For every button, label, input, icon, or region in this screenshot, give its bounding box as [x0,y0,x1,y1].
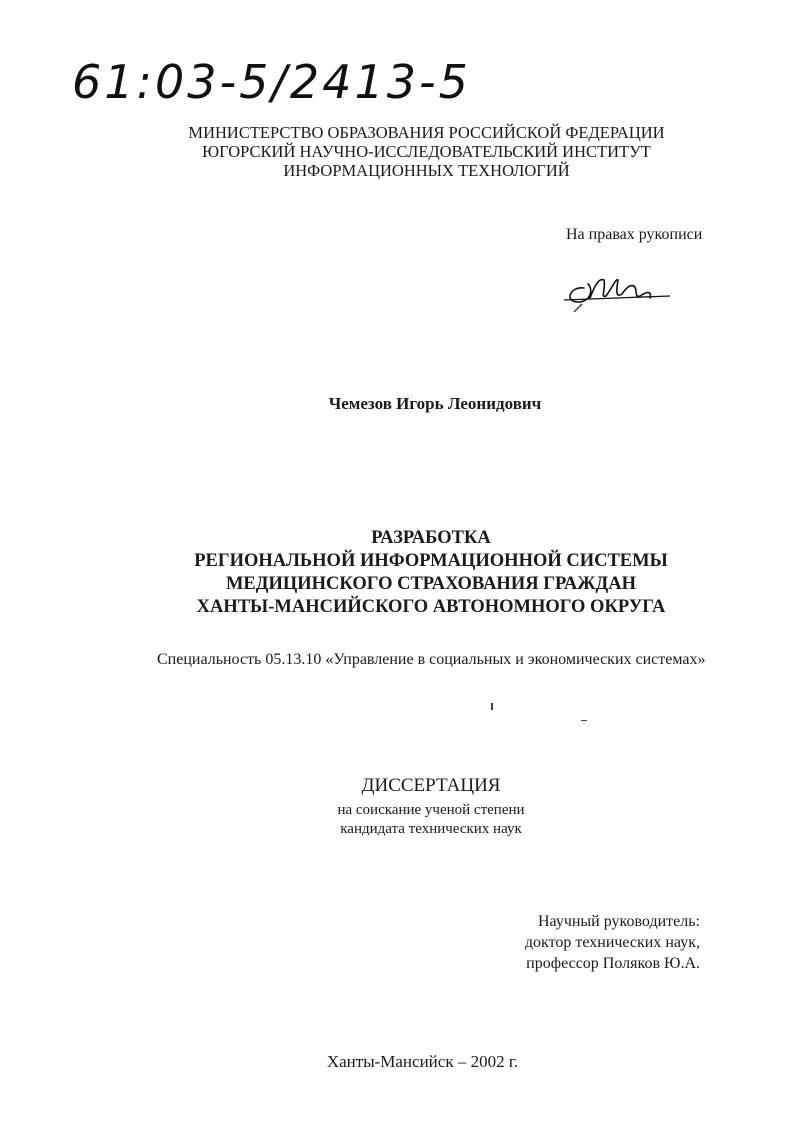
scan-speck [581,720,587,721]
ministry-line-1: МИНИСТЕРСТВО ОБРАЗОВАНИЯ РОССИЙСКОЙ ФЕДЕРАЦИИ [188,123,665,142]
advisor-line-3: профессор Поляков Ю.А. [526,955,700,972]
city-year: Ханты-Мансийск – 2002 г. [326,1052,519,1071]
dissertation-subtitle [0,801,793,839]
title-line-4: ХАНТЫ-МАНСИЙСКОГО АВТОНОМНОГО ОКРУГА [196,597,666,617]
ministry-line-2: ЮГОРСКИЙ НАУЧНО-ИССЛЕДОВАТЕЛЬСКИЙ ИНСТИТУТ [202,142,651,161]
title-line-1: РАЗРАБОТКА [371,528,491,548]
dissertation-sub-1: на соискание ученой степени [337,802,525,818]
speciality-line: Специальность 05.13.10 «Управление в социальных и экономических системах» [157,651,706,668]
dissertation-title [0,527,793,619]
scan-speck [491,703,493,710]
title-line-2: РЕГИОНАЛЬНОЙ ИНФОРМАЦИОННОЙ СИСТЕМЫ [194,551,668,571]
advisor-line-2: доктор технических наук, [524,934,700,951]
rights-note: На правах рукописи [566,226,703,243]
ministry-header [30,123,793,180]
scientific-advisor [520,911,700,974]
dissertation-sub-2: кандидата технических наук [340,821,522,837]
dissertation-heading: ДИССЕРТАЦИЯ [361,775,501,796]
author-name: Чемезов Игорь Леонидович [328,394,542,413]
handwritten-archive-code [70,40,510,120]
signature-icon [560,268,680,318]
title-line-3: МЕДИЦИНСКОГО СТРАХОВАНИЯ ГРАЖДАН [225,574,637,594]
handwritten-code-text: 61:03-5/2413-5 [72,55,471,109]
advisor-line-1: Научный руководитель: [537,913,700,930]
ministry-line-3: ИНФОРМАЦИОННЫХ ТЕХНОЛОГИЙ [283,161,570,180]
